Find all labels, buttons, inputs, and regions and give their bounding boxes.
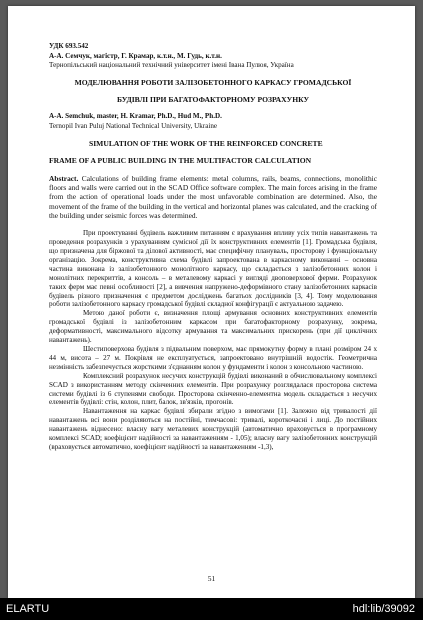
footer-repository-name: ELARTU bbox=[6, 603, 50, 615]
title-ua-line-1: МОДЕЛЮВАННЯ РОБОТИ ЗАЛІЗОБЕТОННОГО КАРКАСУ ГРОМАДСЬКОЇ bbox=[74, 77, 352, 87]
title-en-line-1: SIMULATION OF THE WORK OF THE REINFORCED CONCRETE bbox=[89, 138, 323, 148]
document-page bbox=[8, 6, 415, 598]
abstract-text: Calculations of building frame elements: metal columns, rails, beams, connections, monolithic floors and walls were carried out in the SCAD Office software complex. The main forces arising in the frame from the action of operational loads under the most unfavorable combination are determined. Also, the movement of the frame of the building in the vertical and horizontal planes was calculated, and the cracking of the building under seismic forces was determined. bbox=[49, 173, 377, 220]
authors-en: A-A. Semchuk, master, H. Kramar, Ph.D., Hud M., Ph.D. bbox=[49, 112, 222, 121]
title-ua-line-2: БУДІВЛІ ПРИ БАГАТОФАКТОРНОМУ РОЗРАХУНКУ bbox=[116, 94, 310, 104]
paragraph-3: Шестиповерхова будівля з підвальним поверхом, має прямокутну форму в плані розміром 24 х 44 м, висота – 27 м. Покрівля не експлуатується, запроектовано внутрішній водостік. Геометрична незмінність забезпечується жорсткими з'єднанням колон у фундаменти і колон з консольною частиною. bbox=[49, 345, 377, 371]
affiliation-en: Ternopil Ivan Puluj National Technical University, Ukraine bbox=[49, 122, 218, 131]
affiliation-ua: Тернопільський національний технічний університет імені Івана Пулюя, Україна bbox=[49, 61, 294, 69]
abstract bbox=[49, 174, 377, 220]
paragraph-4: Комплексний розрахунок несучих конструкцій будівлі виконаний в обчислювальному комплексі SCAD з використанням методу скінченних елементів. При розрахунку розглядалася просторова система системи будівлі із 6 ступенями свободи. Просторова скінченно-елементна модель складається з несучих елементів будівлі: стін, колон, плит, балок, зв'язків, прогонів. bbox=[49, 371, 377, 407]
paragraph-1: При проектуванні будівель важливим питанням є врахування впливу усіх типів навантажень та проведення розрахунків з урахуванням сумісної дії їх конструктивних елементів [1]. Громадська будівля, що призначена для біржової та ділової активності, має специфічну плануваль, просторову і функціональну організацію. Зокрема, конструктивна схема будівлі запроектована в каркасному виконанні – основна частина виконана із залізобетонного монолітного каркасу, що складається з залізобетонних колон і монолітних перекриттів, а консоль – в металевому каркасі у вигляді двоповерхової ферми. Розрахунок таких ферм має певні особливості [2], а вивчення напружено-деформівного стану залізобетонних каркасів будівель різного призначення є предметом досліджень багатьох дослідників [3, 4]. Тому моделювання роботи залізобетонного каркасу громадської будівлі складної конфігурації є актуальною задачею. bbox=[49, 229, 377, 309]
page-number: 51 bbox=[207, 574, 216, 583]
paragraph-2: Метою даної роботи є, визначення площі армування основних конструктивних елементів громадської будівлі із залізобетонним каркасом при багатофакторному розрахунку, зокрема, деформативності, максимального відсотку армування та максимальних прискорень (при дії циклічних навантажень). bbox=[49, 309, 377, 345]
title-en-line-2: FRAME OF A PUBLIC BUILDING IN THE MULTIFACTOR CALCULATION bbox=[49, 156, 312, 166]
udk-code: УДК 693.542 bbox=[49, 42, 89, 50]
footer-handle-id: hdl:lib/39092 bbox=[352, 603, 415, 615]
authors-ua: А-А. Семчук, магістр, Г. Крамар, к.т.н., М. Гудь, к.т.н. bbox=[49, 52, 222, 60]
repository-footer bbox=[0, 598, 423, 620]
paragraph-5: Навантаження на каркас будівлі збирали згідно з вимогами [1]. Залежно від тривалості дії навантажень всі вони розділяються на постійні, тимчасові: тривалі, короткочасні і лиці. До постійних навантажень віднесено: власну вагу металевих конструкцій (автоматично враховується в програмному комплексі SCAD; коефіцієнт надійності за навантаженням - 1,05); власну вагу залізобетонних конструкцій (враховується автоматично, коефіцієнт надійності за навантаженням -1,3), bbox=[49, 407, 377, 451]
abstract-label: Abstract. bbox=[49, 173, 79, 183]
